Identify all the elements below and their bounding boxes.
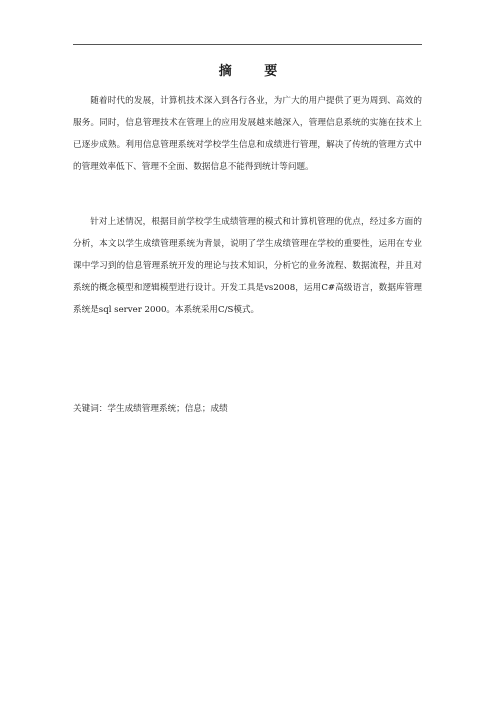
abstract-paragraph-2: 针对上述情况，根据目前学校学生成绩管理的模式和计算机管理的优点，经过多方面的分析，本文以学生成绩管理系统为背景，说明了学生成绩管理在学校的重要性，运用在专业课中学习到的信息管理系统开发的理论与技术知识，分析它的业务流程、数据流程，并且对系统的概念模型和逻辑模型进行设计。开发工具是vs2008，运用C#高级语言，数据库管理系统是sql server 2000。本系统采用C/S模式。 <box>73 217 422 315</box>
abstract-title: 摘 要 <box>218 64 292 79</box>
header-rule <box>73 44 422 45</box>
keywords-line: 关键词：学生成绩管理系统；信息；成绩 <box>73 404 228 414</box>
abstract-paragraph-1: 随着时代的发展，计算机技术深入到各行各业，为广大的用户提供了更为周到、高效的服务。同时，信息管理技术在管理上的应用发展越来越深入，管理信息系统的实施在技术上已逐步成熟。利用信息管理系统对学校学生信息和成绩进行管理，解决了传统的管理方式中的管理效率低下、管理不全面、数据信息不能得到统计等问题。 <box>73 96 422 172</box>
